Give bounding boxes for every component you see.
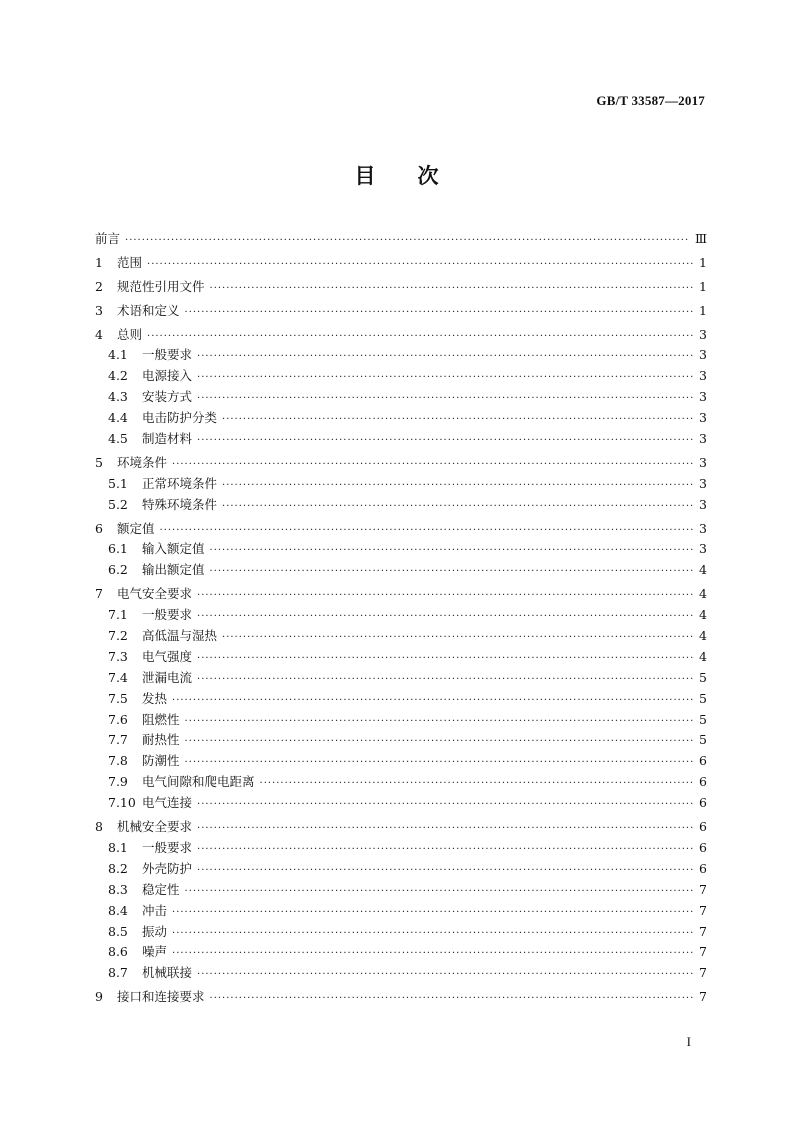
toc-entry-page: 7	[699, 881, 707, 897]
dot-leader	[197, 389, 694, 410]
toc-entry-number: 9	[95, 989, 103, 1005]
dot-leader	[210, 989, 694, 1010]
toc-entry[interactable]	[95, 689, 707, 710]
toc-entry-page: 3	[699, 520, 707, 536]
dot-leader	[197, 586, 694, 607]
toc-entry-number: 7	[95, 586, 103, 602]
toc-entry-label: 电源接入	[142, 368, 193, 384]
toc-entry[interactable]	[95, 942, 707, 963]
dot-leader	[210, 279, 694, 300]
toc-entry-number: 7.5	[108, 690, 128, 706]
toc-entry-page: 5	[699, 732, 707, 748]
toc-entry[interactable]	[95, 647, 707, 668]
toc-entry-number: 1	[95, 254, 103, 270]
toc-entry-page: 4	[699, 562, 707, 578]
dot-leader	[197, 861, 694, 882]
toc-entry-label: 泄漏电流	[142, 669, 193, 685]
toc-entry[interactable]	[95, 901, 707, 922]
toc-entry-label: 发热	[142, 690, 168, 706]
dot-leader	[172, 903, 694, 924]
toc-entry-page: 7	[699, 923, 707, 939]
toc-entry-page: 6	[699, 795, 707, 811]
toc-entry-number: 8.6	[108, 944, 128, 960]
toc-entry[interactable]	[95, 519, 707, 540]
toc-entry-page: 1	[699, 278, 707, 294]
toc-entry[interactable]	[95, 408, 707, 429]
toc-entry-number: 7.10	[108, 795, 136, 811]
toc-entry-label: 总则	[117, 326, 143, 342]
toc-entry[interactable]	[95, 584, 707, 605]
toc-entry-label: 机械安全要求	[117, 819, 193, 835]
toc-entry-page: 3	[699, 326, 707, 342]
toc-entry[interactable]	[95, 474, 707, 495]
toc-entry-label: 振动	[142, 923, 168, 939]
dot-leader	[197, 431, 694, 452]
toc-entry-label: 电气安全要求	[117, 586, 193, 602]
toc-entry-label: 高低温与湿热	[142, 628, 218, 644]
toc-entry[interactable]	[95, 668, 707, 689]
toc-entry-page: 7	[699, 965, 707, 981]
toc-entry-number: 8.7	[108, 965, 128, 981]
dot-leader	[125, 231, 690, 252]
toc-entry-number: 7.6	[108, 711, 128, 727]
toc-entry-page: 3	[699, 347, 707, 363]
dot-leader	[197, 649, 694, 670]
toc-entry-number: 4.5	[108, 431, 128, 447]
toc-entry[interactable]	[95, 495, 707, 516]
toc-entry-label: 范围	[117, 254, 143, 270]
toc-entry[interactable]	[95, 366, 707, 387]
table-of-contents	[95, 229, 707, 1008]
toc-entry-number: 6	[95, 520, 103, 536]
toc-entry-number: 7.2	[108, 628, 128, 644]
toc-entry-page: Ⅲ	[694, 231, 707, 246]
toc-entry-page: 6	[699, 774, 707, 790]
toc-entry[interactable]	[95, 429, 707, 450]
dot-leader	[185, 882, 694, 903]
toc-entry-label: 电气连接	[142, 795, 193, 811]
toc-entry-page: 5	[699, 669, 707, 685]
toc-entry-number: 8.3	[108, 881, 128, 897]
dot-leader	[172, 944, 694, 965]
dot-leader	[197, 819, 694, 840]
toc-entry-number: 8	[95, 819, 103, 835]
dot-leader	[197, 795, 694, 816]
toc-entry[interactable]	[95, 963, 707, 984]
toc-entry[interactable]	[95, 539, 707, 560]
toc-entry-number: 8.4	[108, 902, 128, 918]
toc-entry-page: 1	[699, 254, 707, 270]
toc-entry-page: 6	[699, 860, 707, 876]
toc-entry-number: 4.2	[108, 368, 128, 384]
toc-entry-number: 8.2	[108, 860, 128, 876]
toc-entry-label: 规范性引用文件	[117, 278, 205, 294]
toc-entry-page: 1	[699, 302, 707, 318]
toc-entry[interactable]	[95, 560, 707, 581]
toc-entry-number: 3	[95, 302, 103, 318]
toc-entry-number: 7.3	[108, 648, 128, 664]
toc-entry-page: 3	[699, 496, 707, 512]
toc-entry-page: 3	[699, 410, 707, 426]
dot-leader	[222, 497, 694, 518]
dot-leader	[147, 327, 694, 348]
toc-entry[interactable]	[95, 387, 707, 408]
dot-leader	[222, 628, 694, 649]
toc-entry-label: 冲击	[142, 902, 168, 918]
toc-entry[interactable]	[95, 626, 707, 647]
toc-entry[interactable]	[95, 730, 707, 751]
toc-entry-page: 3	[699, 368, 707, 384]
toc-entry-number: 6.1	[108, 541, 128, 557]
dot-leader	[172, 924, 694, 945]
toc-entry-label: 外壳防护	[142, 860, 193, 876]
toc-entry-page: 6	[699, 753, 707, 769]
dot-leader	[197, 670, 694, 691]
toc-entry-number: 6.2	[108, 562, 128, 578]
dot-leader	[260, 774, 694, 795]
toc-entry-page: 4	[699, 586, 707, 602]
toc-entry-number: 4.4	[108, 410, 128, 426]
dot-leader	[197, 840, 694, 861]
toc-entry-page: 6	[699, 839, 707, 855]
toc-entry-page: 7	[699, 989, 707, 1005]
toc-entry-number: 4.1	[108, 347, 128, 363]
page-number: I	[686, 1034, 691, 1049]
toc-entry[interactable]	[95, 793, 707, 814]
toc-entry-page: 3	[699, 431, 707, 447]
toc-entry-number: 5.1	[108, 475, 128, 491]
toc-entry-page: 5	[699, 711, 707, 727]
toc-entry-number: 5.2	[108, 496, 128, 512]
dot-leader	[185, 303, 694, 324]
toc-entry-label: 术语和定义	[117, 302, 180, 318]
standard-code: GB/T 33587—2017	[596, 93, 705, 108]
toc-entry-number: 4	[95, 326, 103, 342]
dot-leader	[210, 562, 694, 583]
dot-leader	[222, 410, 694, 431]
toc-entry[interactable]	[95, 859, 707, 880]
toc-entry-page: 5	[699, 690, 707, 706]
toc-entry-label: 接口和连接要求	[117, 989, 205, 1005]
dot-leader	[160, 521, 694, 542]
dot-leader	[172, 455, 694, 476]
toc-entry[interactable]	[95, 751, 707, 772]
toc-entry-number: 4.3	[108, 389, 128, 405]
toc-entry[interactable]	[95, 325, 707, 346]
toc-entry[interactable]	[95, 817, 707, 838]
toc-entry-label: 防潮性	[142, 753, 180, 769]
toc-entry-number: 7.4	[108, 669, 128, 685]
toc-entry-label: 额定值	[117, 520, 155, 536]
toc-entry-page: 4	[699, 648, 707, 664]
toc-entry-number: 7.1	[108, 607, 128, 623]
toc-entry-label: 环境条件	[117, 454, 168, 470]
toc-entry-label: 一般要求	[142, 607, 193, 623]
toc-entry[interactable]	[95, 880, 707, 901]
toc-entry-page: 7	[699, 944, 707, 960]
toc-entry[interactable]	[95, 229, 707, 250]
toc-entry-label: 电击防护分类	[142, 410, 218, 426]
dot-leader	[185, 712, 694, 733]
toc-entry[interactable]	[95, 987, 707, 1008]
toc-entry-number: 8.1	[108, 839, 128, 855]
toc-entry-number: 5	[95, 454, 103, 470]
page-title: 目 次	[354, 164, 439, 188]
toc-entry-label: 输出额定值	[142, 562, 205, 578]
toc-entry-page: 3	[699, 389, 707, 405]
dot-leader	[147, 255, 694, 276]
toc-entry-number: 7.7	[108, 732, 128, 748]
toc-entry-page: 3	[699, 475, 707, 491]
toc-entry-page: 3	[699, 541, 707, 557]
toc-entry-label: 电气间隙和爬电距离	[142, 774, 255, 790]
toc-entry-label: 阻燃性	[142, 711, 180, 727]
toc-entry-number: 7.9	[108, 774, 128, 790]
dot-leader	[197, 347, 694, 368]
toc-entry-number: 2	[95, 278, 103, 294]
toc-entry[interactable]	[95, 277, 707, 298]
toc-entry[interactable]	[95, 772, 707, 793]
toc-entry-label: 正常环境条件	[142, 475, 218, 491]
toc-entry[interactable]	[95, 922, 707, 943]
toc-entry-label: 耐热性	[142, 732, 180, 748]
toc-entry-label: 电气强度	[142, 648, 193, 664]
dot-leader	[210, 541, 694, 562]
toc-entry-label: 稳定性	[142, 881, 180, 897]
toc-entry-page: 7	[699, 902, 707, 918]
toc-entry[interactable]	[95, 345, 707, 366]
toc-entry[interactable]	[95, 605, 707, 626]
dot-leader	[172, 691, 694, 712]
toc-entry[interactable]	[95, 453, 707, 474]
toc-entry-label: 前言	[95, 231, 121, 246]
dot-leader	[185, 753, 694, 774]
dot-leader	[197, 607, 694, 628]
toc-entry[interactable]	[95, 710, 707, 731]
toc-entry-page: 4	[699, 628, 707, 644]
toc-entry-label: 一般要求	[142, 347, 193, 363]
toc-entry[interactable]	[95, 301, 707, 322]
dot-leader	[197, 368, 694, 389]
toc-entry-label: 噪声	[142, 944, 168, 960]
toc-entry[interactable]	[95, 253, 707, 274]
toc-entry-label: 特殊环境条件	[142, 496, 218, 512]
toc-entry-number: 8.5	[108, 923, 128, 939]
toc-entry-number: 7.8	[108, 753, 128, 769]
dot-leader	[222, 476, 694, 497]
toc-entry-page: 3	[699, 454, 707, 470]
toc-entry-label: 制造材料	[142, 431, 193, 447]
dot-leader	[185, 732, 694, 753]
dot-leader	[197, 965, 694, 986]
toc-entry-label: 输入额定值	[142, 541, 205, 557]
toc-entry-page: 6	[699, 819, 707, 835]
toc-entry-label: 安装方式	[142, 389, 193, 405]
toc-entry[interactable]	[95, 838, 707, 859]
toc-entry-label: 一般要求	[142, 839, 193, 855]
toc-entry-page: 4	[699, 607, 707, 623]
toc-entry-label: 机械联接	[142, 965, 193, 981]
